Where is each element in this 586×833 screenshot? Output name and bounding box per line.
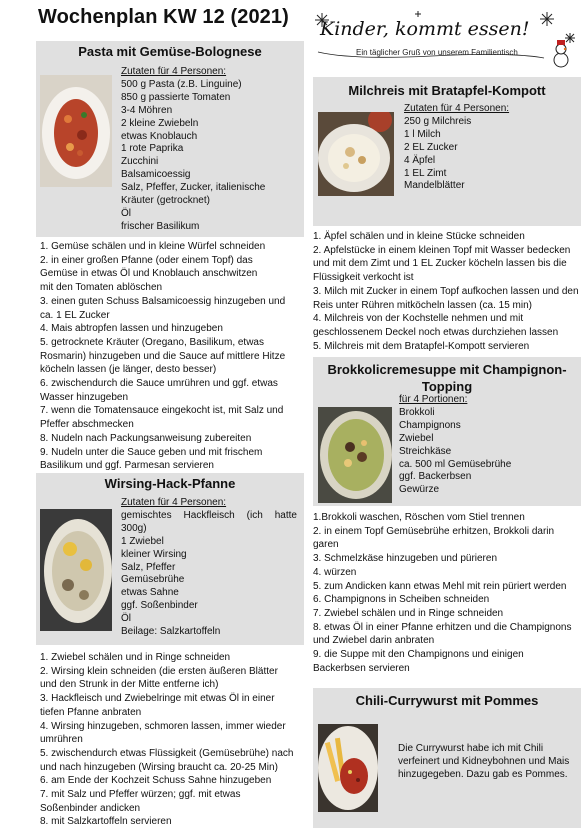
step-line: 4. Wirsing hinzugeben, schmoren lassen, immer wieder	[40, 720, 286, 732]
step-line: 3. einen guten Schuss Balsamicoessig hinzugeben und	[40, 295, 286, 307]
step-line: garen	[313, 539, 339, 551]
brand-logo	[312, 6, 584, 72]
steps-milchreis	[313, 230, 583, 353]
step-line: Gemüse in etwas Öl und Knoblauch anschwitzen	[40, 268, 258, 280]
steps-pasta	[40, 240, 304, 473]
step-line: 7. wenn die Tomatensauce eingekocht ist, mit Salz und	[40, 405, 284, 417]
milchreis-photo	[318, 112, 394, 196]
ingredient-item: 2 EL Zucker	[404, 141, 458, 153]
ingredient-item: ggf. Backerbsen	[399, 471, 472, 483]
step-line: 5. zwischendurch etwas Flüssigkeit (Gemüsebrühe) nach	[40, 747, 294, 759]
ingredients-brokkoli	[399, 394, 577, 497]
step-line: 1. Gemüse schälen und in kleine Würfel schneiden	[40, 241, 266, 252]
ingredients-milchreis	[404, 103, 576, 193]
ingredient-item: Gemüsebrühe	[121, 574, 185, 586]
ingredient-item: etwas Sahne	[121, 587, 179, 599]
ingredient-item: etwas Knoblauch	[121, 130, 198, 142]
ingredient-item: 1 EL Zimt	[404, 167, 447, 179]
ingredient-item: Kräuter (getrocknet)	[121, 195, 210, 207]
step-line: umrühren	[40, 734, 83, 746]
ingredient-item: kleiner Wirsing	[121, 548, 187, 560]
pasta-photo	[40, 75, 112, 187]
ingredients-heading: Zutaten für 4 Personen:	[121, 497, 227, 508]
ingredient-item: Balsamicoessig	[121, 169, 191, 181]
step-line: 6. Champignons in Scheiben schneiden	[313, 594, 490, 606]
recipe-title-currywurst: Chili-Currywurst mit Pommes	[355, 693, 539, 708]
step-line: Backerbsen servieren	[313, 662, 410, 674]
ingredient-item: 850 g passierte Tomaten	[121, 91, 231, 103]
ingredient-item: Gewürze	[399, 484, 440, 496]
ingredient-item: 3-4 Möhren	[121, 104, 173, 116]
step-line: 8. etwas Öl in einer Pfanne erhitzen und die Champignons	[313, 621, 572, 633]
step-line: und den Strunk in der Mitte entferne ich)	[40, 679, 219, 691]
description-line: Die Currywurst habe ich mit Chili	[398, 743, 544, 754]
step-line: 9. Nudeln unter die Sauce geben und mit frischem	[40, 446, 263, 458]
step-line: 5. Milchreis mit dem Bratapfel-Kompott servieren	[313, 340, 530, 352]
description-line: hinzugegeben. Dazu gab es Pommes.	[398, 769, 568, 780]
step-line: mit den Tomaten ablöschen	[40, 282, 163, 294]
ingredient-item: frischer Basilikum	[121, 220, 200, 232]
steps-brokkoli	[313, 511, 583, 675]
step-line: 3. Hackfleisch und Zwiebelringe mit etwas Öl in einer	[40, 693, 275, 705]
step-line: 8. mit Salzkartoffeln servieren	[40, 816, 172, 828]
ingredient-item: Streichkäse	[399, 445, 452, 457]
recipe-title-line: Brokkolicremesuppe mit Champignon-	[327, 362, 567, 377]
ingredient-item: 300g)	[121, 522, 147, 534]
ingredient-item: 1 rote Paprika	[121, 143, 184, 155]
page-title: Wochenplan KW 12 (2021)	[38, 6, 289, 28]
brand-tagline: Ein täglicher Gruß von unserem Familientisch	[356, 48, 518, 57]
ingredient-item: ca. 500 ml Gemüsebrühe	[399, 458, 512, 470]
ingredient-item: Champignons	[399, 419, 461, 431]
step-line: 2. Apfelstücke in einem kleinen Topf mit Wasser bedecken	[313, 244, 571, 256]
step-line: 2. in einer großen Pfanne (oder einem Topf) das	[40, 254, 253, 266]
ingredient-item: Öl	[121, 613, 131, 625]
step-line: tiefen Pfanne anbraten	[40, 706, 142, 718]
recipe-title-milchreis: Milchreis mit Bratapfel-Kompott	[348, 83, 546, 98]
recipe-title-pasta: Pasta mit Gemüse-Bolognese	[78, 44, 262, 59]
ingredient-item: Zwiebel	[399, 432, 434, 444]
step-line: 4. Milchreis von der Kochstelle nehmen und mit	[313, 313, 524, 325]
ingredient-item: Mandelblätter	[404, 180, 465, 192]
ingredients-heading: für 4 Portionen:	[399, 394, 468, 405]
step-line: 9. die Suppe mit den Champignons und einigen	[313, 649, 524, 661]
brokkoli-photo	[318, 407, 392, 503]
ingredients-wirsing	[121, 497, 297, 639]
wirsing-photo	[40, 509, 112, 631]
recipe-title-brokkoli	[313, 361, 581, 395]
step-line: 3. Milch mit Zucker in einem Topf aufkochen lassen und den	[313, 285, 579, 297]
ingredient-item: 4 Äpfel	[404, 154, 436, 166]
step-line: Pfeffer abschmecken	[40, 419, 134, 431]
step-line: und mit dem Zimt und 1 EL Zucker köcheln lassen bis die	[313, 258, 567, 270]
step-line: geschlossenem Deckel noch etwas durchziehen lassen	[313, 326, 559, 338]
step-line: 2. Wirsing klein schneiden (die ersten äußeren Blätter	[40, 665, 278, 677]
step-line: ca. 1 EL Zucker	[40, 309, 110, 321]
description-line: verfeinert und Kidneybohnen und Mais	[398, 756, 570, 767]
step-line: Basilikum und ggf. Parmesan servieren	[40, 460, 214, 472]
step-line: 6. zwischendurch die Sauce umrühren und ggf. etwas	[40, 378, 278, 390]
step-line: 2. in einem Topf Gemüsebrühe erhitzen, Brokkoli darin	[313, 525, 555, 537]
steps-wirsing	[40, 651, 304, 829]
ingredients-heading: Zutaten für 4 Personen:	[121, 66, 227, 77]
ingredient-item: Öl	[121, 207, 131, 219]
step-line: 1. Zwiebel schälen und in Ringe schneiden	[40, 652, 231, 663]
step-line: Soßenbinder andicken	[40, 802, 141, 814]
step-line: und nach hinzugeben (Wirsing braucht ca. 20-25 Min)	[40, 761, 278, 773]
ingredient-item: 250 g Milchreis	[404, 115, 472, 127]
step-line: Wasser hinzugeben	[40, 391, 129, 403]
ingredient-item: 500 g Pasta (z.B. Linguine)	[121, 78, 242, 90]
step-line: 3. Schmelzkäse hinzugeben und pürieren	[313, 553, 498, 565]
ingredient-item: Salz, Pfeffer, Zucker, italienische	[121, 182, 266, 194]
currywurst-text	[398, 742, 580, 781]
ingredient-item: 1 Zwiebel	[121, 535, 164, 547]
ingredients-heading: Zutaten für 4 Personen:	[404, 103, 510, 114]
ingredient-item: gemischtes Hackfleisch (ich hatte	[121, 509, 297, 521]
ingredient-item: Zucchini	[121, 156, 159, 168]
ingredient-item: ggf. Soßenbinder	[121, 600, 198, 612]
currywurst-photo	[318, 724, 378, 812]
step-line: 4. würzen	[313, 566, 357, 578]
ingredient-item: Brokkoli	[399, 406, 435, 418]
step-line: 1.Brokkoli waschen, Röschen vom Stiel trennen	[313, 512, 525, 523]
ingredients-pasta	[121, 66, 301, 234]
ingredient-item: Salz, Pfeffer	[121, 561, 176, 573]
step-line: 1. Äpfel schälen und in kleine Stücke schneiden	[313, 231, 525, 242]
step-line: köcheln lassen (je länger, desto besser)	[40, 364, 217, 376]
ingredient-item: Beilage: Salzkartoffeln	[121, 626, 221, 638]
snowman-icon	[554, 40, 568, 67]
step-line: Reis unter Rühren mitköcheln lassen (ca. 15 min)	[313, 299, 532, 311]
step-line: Rosmarin) hinzugeben und die Sauce auf mittlere Hitze	[40, 350, 286, 362]
step-line: 7. Zwiebel schälen und in Ringe schneiden	[313, 607, 504, 619]
step-line: Flüssigkeit verkocht ist	[313, 272, 414, 284]
step-line: 4. Mais abtropfen lassen und hinzugeben	[40, 323, 223, 335]
ingredient-item: 2 kleine Zwiebeln	[121, 117, 199, 129]
ingredient-item: 1 l Milch	[404, 128, 441, 140]
step-line: 8. Nudeln nach Packungsanweisung zubereiten	[40, 432, 252, 444]
step-line: und Zwiebel darin anbraten	[313, 635, 435, 647]
recipe-title-line: Topping	[421, 379, 473, 394]
step-line: 5. zum Andicken kann etwas Mehl mit rein püriert werden	[313, 580, 567, 592]
recipe-title-wirsing: Wirsing-Hack-Pfanne	[104, 476, 236, 491]
brand-name: Kinder, kommt essen!	[320, 18, 530, 40]
step-line: 6. am Ende der Kochzeit Schuss Sahne hinzugeben	[40, 775, 272, 787]
step-line: 7. mit Salz und Pfeffer würzen; ggf. mit etwas	[40, 789, 241, 801]
step-line: 5. getrocknete Kräuter (Oregano, Basilikum, etwas	[40, 336, 264, 348]
